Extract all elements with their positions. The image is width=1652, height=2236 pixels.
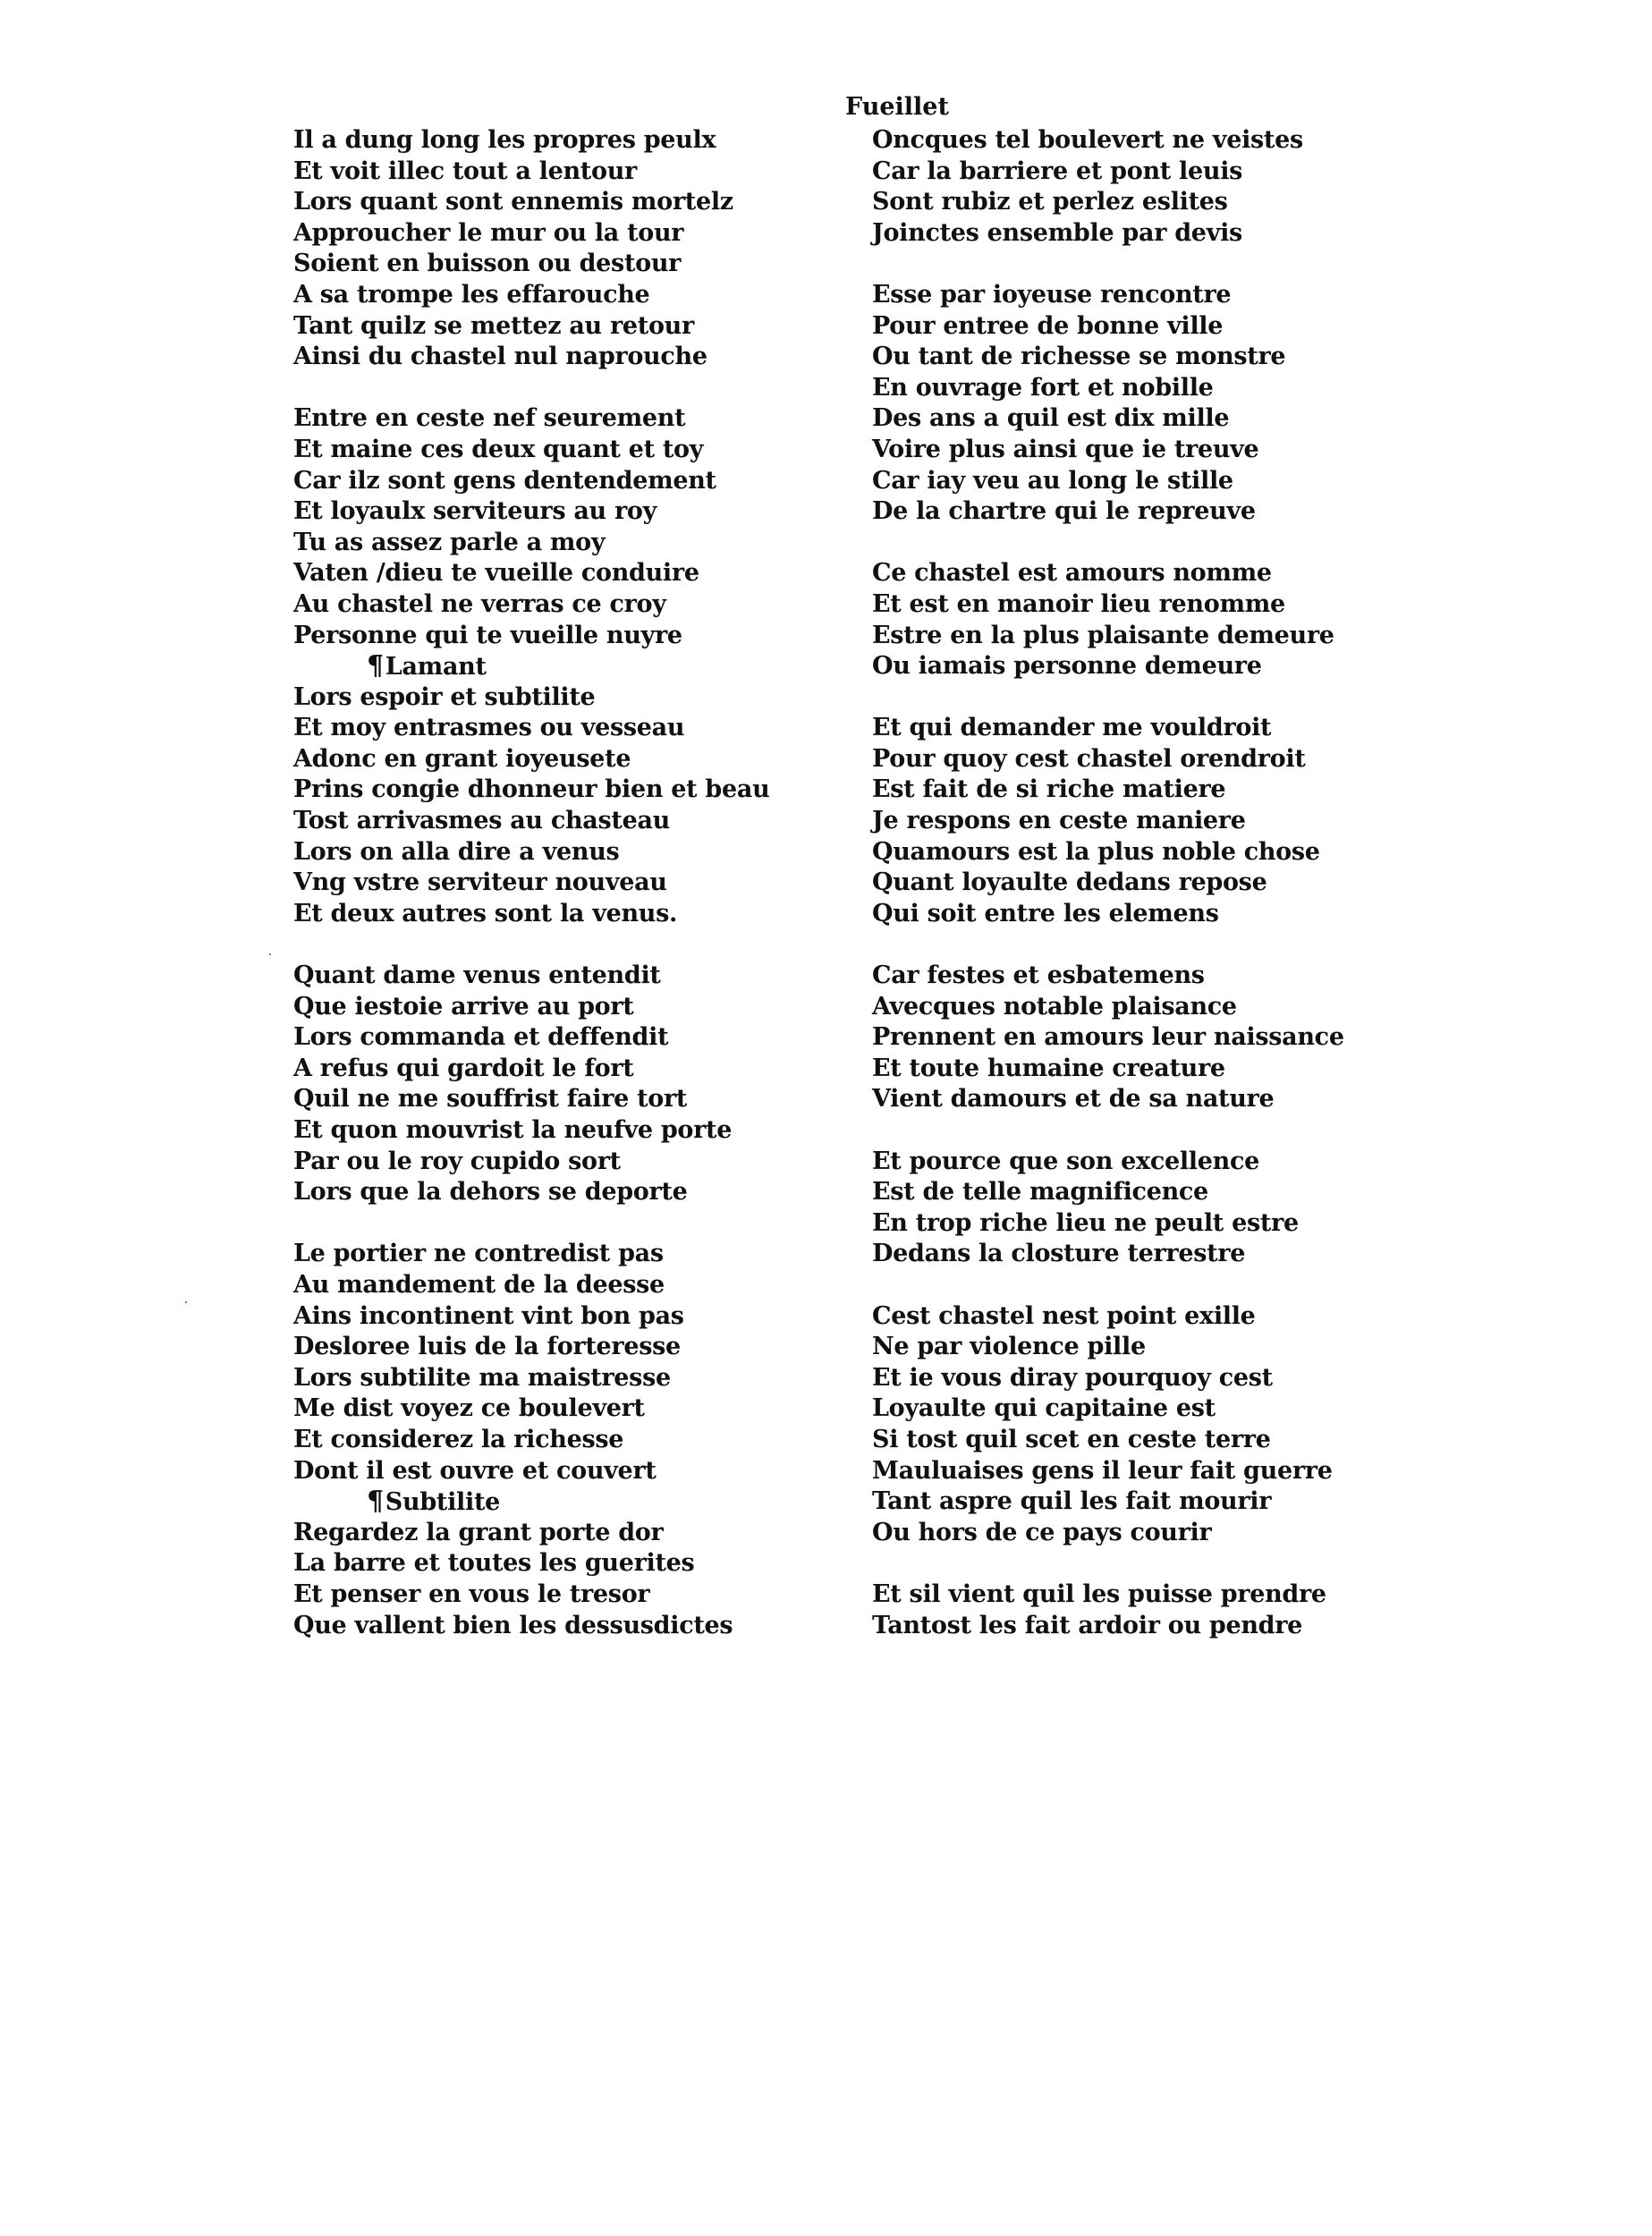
verse-line: Lors subtilite ma maistresse [293, 1363, 671, 1392]
verse-line: Voire plus ainsi que ie treuve [872, 435, 1259, 463]
verse-line: Vient damours et de sa nature [872, 1085, 1275, 1114]
verse-line: Lors on alla dire a venus [293, 837, 620, 866]
verse-line: Au chastel ne verras ce croy [293, 589, 666, 618]
pilcrow-mark: ¶ [367, 1486, 384, 1518]
verse-line: Ou iamais personne demeure [872, 652, 1262, 681]
verse-line: De la chartre qui le repreuve [872, 497, 1256, 526]
verse-line: Loyaulte qui capitaine est [872, 1394, 1216, 1423]
verse-line: Ou hors de ce pays courir [872, 1518, 1212, 1546]
verse-line: Pour quoy cest chastel orendroit [872, 744, 1306, 773]
stanza [293, 125, 769, 373]
verse-line: Adonc en grant ioyeusete [293, 744, 631, 773]
verse-line: Estre en la plus plaisante demeure [872, 621, 1334, 649]
stanza [293, 1239, 769, 1641]
verse-line: Car festes et esbatemens [872, 961, 1205, 990]
stanza [872, 713, 1344, 929]
speaker-name: Subtilite [385, 1488, 500, 1517]
verse-line: Ains incontinent vint bon pas [293, 1301, 684, 1330]
verse-line: Et voit illec tout a lentour [293, 157, 637, 185]
stanza [872, 125, 1344, 249]
verse-line: Esse par ioyeuse rencontre [872, 280, 1232, 309]
verse-line: Personne qui te vueille nuyre [293, 621, 682, 649]
verse-line: Lors quant sont ennemis mortelz [293, 188, 733, 216]
verse-line: Ce chastel est amours nomme [872, 559, 1272, 588]
verse-line: Et maine ces deux quant et toy [293, 435, 704, 463]
verse-line: Tost arrivasmes au chasteau [293, 807, 670, 835]
verse-line: Je respons en ceste maniere [872, 807, 1246, 835]
margin-speck [185, 1301, 187, 1303]
verse-line: Quamours est la plus noble chose [872, 837, 1320, 866]
verse-line: Vng vstre serviteur nouveau [293, 868, 667, 897]
verse-line: Regardez la grant porte dor [293, 1518, 664, 1546]
speaker-name: Lamant [385, 653, 487, 682]
verse-line: Dont il est ouvre et couvert [293, 1456, 657, 1485]
verse-line: Soient en buisson ou destour [293, 250, 682, 278]
verse-line: Car iay veu au long le stille [872, 466, 1233, 495]
stanza [872, 280, 1344, 528]
verse-line: Il a dung long les propres peulx [293, 126, 716, 154]
stanza [872, 1147, 1344, 1270]
verse-line: Tu as assez parle a moy [293, 528, 606, 556]
verse-line: Par ou le roy cupido sort [293, 1147, 621, 1175]
verse-line: Approucher le mur ou la tour [293, 218, 684, 247]
verse-line: Oncques tel boulevert ne veistes [872, 126, 1303, 154]
verse-line: Que iestoie arrive au port [293, 992, 634, 1021]
folio-header: Fueillet [845, 93, 949, 121]
verse-line: Et qui demander me vouldroit [872, 714, 1272, 742]
verse-line: Pour entree de bonne ville [872, 311, 1224, 340]
speaker-rubric [293, 1486, 769, 1518]
verse-line: Qui soit entre les elemens [872, 899, 1219, 927]
verse-line: Et est en manoir lieu renomme [872, 589, 1285, 618]
stanza [872, 961, 1344, 1115]
verse-line: A sa trompe les effarouche [293, 280, 650, 309]
verse-line: A refus qui gardoit le fort [293, 1054, 634, 1082]
verse-line: Et penser en vous le tresor [293, 1580, 650, 1608]
verse-line: Prennent en amours leur naissance [872, 1023, 1344, 1052]
verse-line: Et toute humaine creature [872, 1054, 1225, 1082]
verse-line: Quant dame venus entendit [293, 961, 661, 990]
verse-line: Et loyaulx serviteurs au roy [293, 497, 657, 526]
verse-line: Est de telle magnificence [872, 1178, 1208, 1207]
verse-line: Que vallent bien les dessusdictes [293, 1611, 733, 1639]
stanza [293, 403, 769, 929]
verse-line: Et considerez la richesse [293, 1425, 624, 1453]
verse-line: Si tost quil scet en ceste terre [872, 1425, 1271, 1453]
verse-line: Mauluaises gens il leur fait guerre [872, 1456, 1333, 1485]
stanza [293, 961, 769, 1208]
verse-line: La barre et toutes les guerites [293, 1549, 695, 1578]
verse-line: Et ie vous diray pourquoy cest [872, 1363, 1273, 1392]
verse-line: Au mandement de la deesse [293, 1270, 665, 1299]
verse-line: Avecques notable plaisance [872, 992, 1237, 1021]
verse-line: Des ans a quil est dix mille [872, 404, 1230, 433]
verse-line: En trop riche lieu ne peult estre [872, 1208, 1299, 1237]
verse-line: Car la barriere et pont leuis [872, 157, 1243, 185]
verse-line: Ainsi du chastel nul naprouche [293, 343, 707, 371]
verse-line: En ouvrage fort et nobille [872, 373, 1214, 402]
verse-line: Desloree luis de la forteresse [293, 1333, 681, 1361]
verse-line: Car ilz sont gens dentendement [293, 466, 716, 495]
verse-line: Est fait de si riche matiere [872, 775, 1226, 804]
verse-line: Ou tant de richesse se monstre [872, 343, 1286, 371]
verse-line: Lors que la dehors se deporte [293, 1178, 688, 1207]
verse-line: Joinctes ensemble par devis [872, 218, 1242, 247]
verse-line: Et pource que son excellence [872, 1147, 1259, 1175]
verse-line: Tant quilz se mettez au retour [293, 311, 694, 340]
pilcrow-mark: ¶ [367, 650, 384, 682]
speaker-rubric [293, 651, 769, 682]
margin-speck [269, 953, 271, 955]
verse-line: Quant loyaulte dedans repose [872, 868, 1267, 897]
verse-line: Et moy entrasmes ou vesseau [293, 714, 685, 742]
verse-line: Quil ne me souffrist faire tort [293, 1085, 688, 1114]
stanza [872, 1301, 1344, 1549]
verse-line: Et quon mouvrist la neufve porte [293, 1116, 733, 1144]
verse-line: Lors espoir et subtilite [293, 682, 596, 711]
verse-line: Tant aspre quil les fait mourir [872, 1487, 1272, 1516]
verse-line: Tantost les fait ardoir ou pendre [872, 1611, 1303, 1639]
left-column [293, 125, 769, 1641]
stanza [872, 1580, 1344, 1641]
verse-line: Vaten /dieu te vueille conduire [293, 559, 699, 588]
verse-line: Lors commanda et deffendit [293, 1023, 669, 1052]
verse-line: Dedans la closture terrestre [872, 1240, 1246, 1268]
verse-line: Me dist voyez ce boulevert [293, 1394, 645, 1423]
verse-line: Entre en ceste nef seurement [293, 404, 686, 433]
verse-line: Sont rubiz et perlez eslites [872, 188, 1228, 216]
stanza [872, 558, 1344, 682]
verse-line: Le portier ne contredist pas [293, 1240, 664, 1268]
verse-line: Et deux autres sont la venus. [293, 899, 678, 927]
verse-line: Cest chastel nest point exille [872, 1301, 1256, 1330]
right-column [872, 125, 1344, 1641]
verse-line: Prins congie dhonneur bien et beau [293, 775, 770, 804]
verse-line: Et sil vient quil les puisse prendre [872, 1580, 1326, 1608]
verse-line: Ne par violence pille [872, 1333, 1146, 1361]
